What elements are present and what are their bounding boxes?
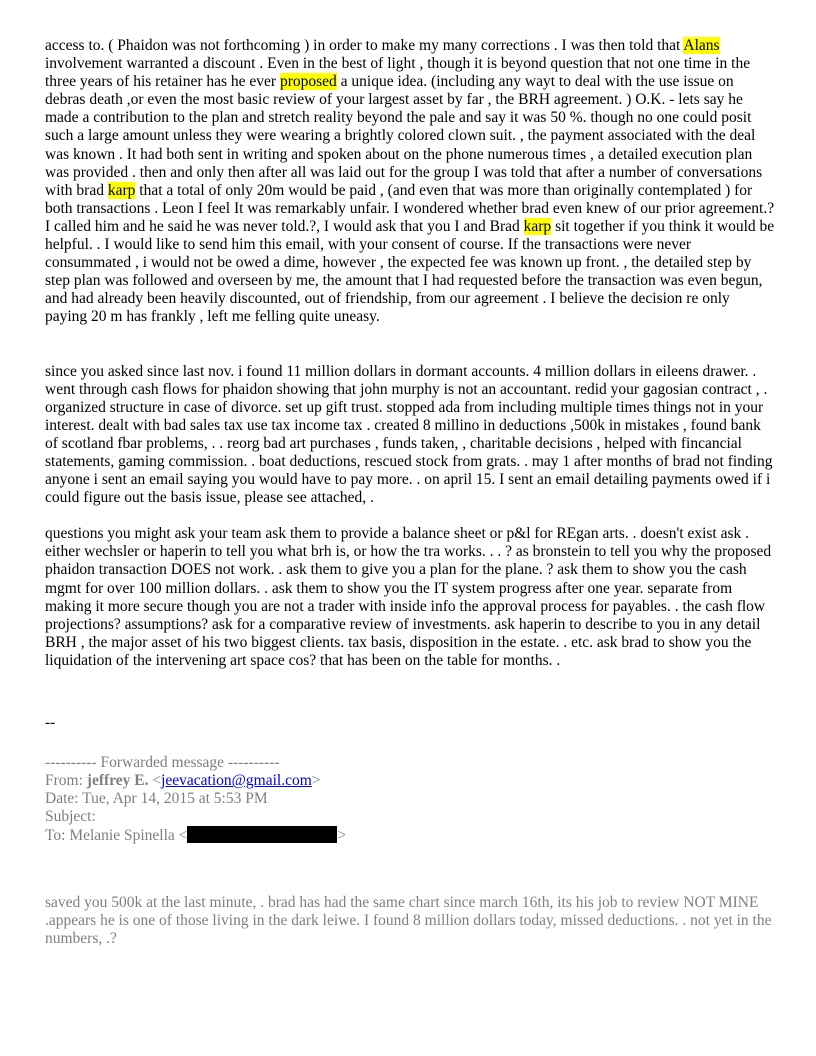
forwarded-divider: ---------- Forwarded message ----------	[45, 754, 280, 772]
paragraph-discount	[45, 37, 775, 327]
forwarded-message-header	[45, 754, 775, 845]
subject-line: Subject:	[45, 808, 96, 826]
text-run: that a total of only 20m would be paid , (and even that was more than originally contemplated ) for both transactions . Leon I feel It was remarkably unfair. I wondered whether brad even knew of our prior agreement.? I called him and he said he was never told.?, I would ask that you I and Brad	[45, 181, 775, 235]
text-run: a unique idea. (including any wayt to deal with the use issue on debras death ,or even the most basic review of your largest asset by far , the BRH agreement. ) O.K. - lets say he made a contribution to the plan and stretch reality beyond the pale and say it was 50 %. though no one could posit such a large amount unless they were wearing a brightly colored clown suit. , the payment associated with the deal was known . It had both sent in writing and spoken about on the phone numerous times , a detailed execution plan was provided . then and only then after all was laid out for the group I was told that after a number of conversations with brad	[45, 73, 763, 199]
text-run: sit together if you think it would be helpful. . I would like to send him this email, with your consent of course. If the transactions were never consummated , i would not be owed a dime, however , the expected fee was known up front. , the detailed step by step plan was followed and overseen by me, the amount that I had requested before the transaction was even begun, and had already been heavily discounted, out of friendship, from our agreement . I believe the decision re only paying 20 m has frankly , left me felling quite uneasy.	[45, 217, 775, 326]
paragraph-accomplishments: since you asked since last nov. i found 11 million dollars in dormant accounts. 4 million dollars in eileens drawer. . went through cash flows for phaidon showing that john murphy is not an accountant. redid your gagosian contract , . organized structure in case of divorce. set up gift trust. stopped ada from including multiple times things not in your interest. dealt with bad sales tax use tax income tax . created 8 millino in deductions ,500k in mistakes , found bank of scotland fbar problems, . . reorg bad art purchases , funds taken, , charitable decisions , helped with fincancial statements, gaming commission. . boat deductions, rescued stock from grats. . may 1 after months of brad not finding anyone i sent an email saying you would have to pay more. . on april 15. I sent an email detailing payments owed if i could figure out the basis issue, please see attached, .	[45, 362, 773, 507]
paragraph-questions: questions you might ask your team ask them to provide a balance sheet or p&l for REgan arts. . doesn't exist ask . either wechsler or haperin to tell you what brh is, or how the tra works. . . ? as bronstein to tell you why the proposed phaidon transaction DOES not work. . ask them to give you a plan for the plane. ? ask them to show you the cash mgmt for over 100 million dollars. . ask them to show you the IT system progress after one year. separate from making it more secure though you are not a trader with inside info the approval process for payables. . the cash flow projections? assumptions? ask for a comparative review of investments. ask haperin to describe to you in any detail BRH , the major asset of his two biggest clients. tax basis, disposition in the estate. . etc. ask brad to show you the liquidation of the intervening art space cos? that has been on the table for months. .	[45, 525, 772, 669]
sender-email-link[interactable]: jeevacation@gmail.com	[161, 772, 312, 790]
highlighted-word: Alans	[683, 37, 720, 54]
text-run: involvement warranted a discount . Even in the best of light , though it is beyond question that not one time in the three years of his retainer has he ever	[45, 55, 751, 91]
highlighted-word: karp	[523, 217, 552, 235]
sender-name: jeffrey E.	[86, 772, 149, 790]
from-line: From: jeffrey E. <jeevacation@gmail.com>	[45, 772, 321, 790]
highlighted-word: proposed	[279, 73, 337, 91]
highlighted-word: karp	[107, 181, 136, 199]
date-line: Date: Tue, Apr 14, 2015 at 5:53 PM	[45, 790, 268, 808]
to-line: To: Melanie Spinella < >	[45, 827, 347, 845]
email-body	[45, 37, 775, 948]
text-run: access to. ( Phaidon was not forthcoming ) in order to make my many corrections . I was then told that	[45, 37, 684, 54]
forwarded-message-body: saved you 500k at the last minute, . brad has had the same chart since march 16th, its his job to review NOT MINE .appears he is one of those living in the dark leiwe. I found 8 million dollars today, missed deductions. . not yet in the numbers, .?	[45, 893, 772, 947]
signature-separator: --	[45, 714, 56, 731]
redaction-box	[187, 826, 337, 843]
